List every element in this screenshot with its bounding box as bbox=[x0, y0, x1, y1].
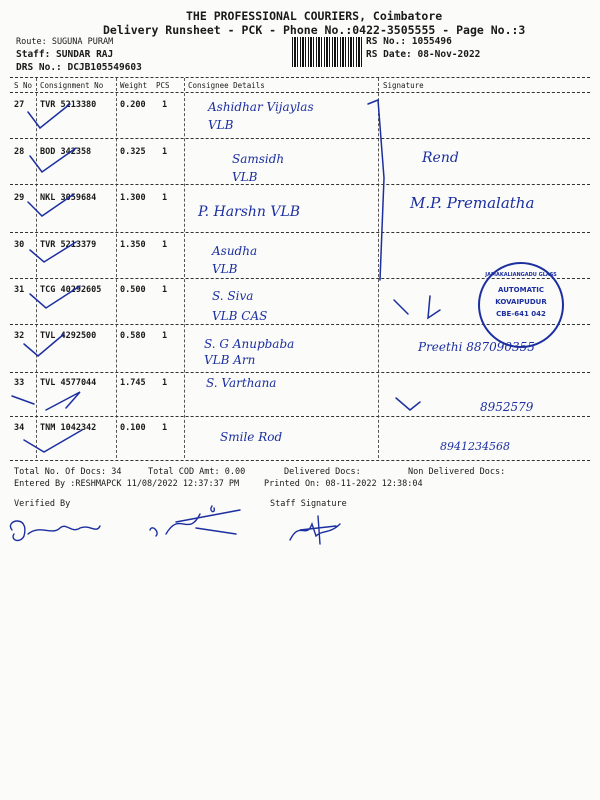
header-pcs: PCS bbox=[156, 81, 170, 90]
entered-by: Entered By :RESHMAPCK 11/08/2022 12:37:37 PM bbox=[14, 479, 240, 489]
cell-consignee: Ashidhar Vijaylas VLB bbox=[208, 100, 314, 132]
cell-consignment: TVR 5213380 bbox=[40, 100, 97, 110]
runsheet-subtitle: Delivery Runsheet - PCK - Phone No.:0422-3505555 - Page No.:3 bbox=[103, 23, 526, 37]
cell-signature: 8941234568 bbox=[440, 440, 510, 453]
cell-consignee: Asudha VLB bbox=[212, 244, 258, 276]
cell-weight: 0.500 bbox=[120, 285, 146, 295]
header-consignment: Consignment No bbox=[40, 81, 104, 90]
cell-sno: 29 bbox=[14, 193, 25, 203]
cell-weight: 0.100 bbox=[120, 423, 146, 433]
stamp-line: KOVAIPUDUR bbox=[495, 298, 547, 306]
rs-number: RS No.: 1055496 bbox=[366, 36, 452, 47]
cell-sno: 31 bbox=[14, 285, 25, 295]
delivery-stamp bbox=[478, 262, 564, 348]
header-consignee: Consignee Details bbox=[188, 81, 265, 90]
cell-consignment: BOD 342358 bbox=[40, 147, 92, 157]
rs-date: RS Date: 08-Nov-2022 bbox=[366, 49, 481, 60]
stamp-line: CBE-641 042 bbox=[496, 310, 546, 318]
cell-consignment: TNM 1042342 bbox=[40, 423, 97, 433]
printed-on: Printed On: 08-11-2022 12:38:04 bbox=[264, 479, 423, 489]
footer-signatures bbox=[0, 500, 600, 580]
staff-text: Staff: SUNDAR RAJ bbox=[16, 49, 114, 60]
cell-sno: 27 bbox=[14, 100, 25, 110]
cell-consignee: S. G Anupbaba VLB Arn bbox=[204, 337, 295, 367]
verified-by-label: Verified By bbox=[14, 499, 71, 509]
cell-pcs: 1 bbox=[162, 100, 168, 110]
cell-weight: 0.325 bbox=[120, 147, 146, 157]
cell-consignee: S. Siva VLB CAS bbox=[212, 289, 268, 323]
total-docs: Total No. Of Docs: 34 bbox=[14, 467, 122, 477]
drs-number: DRS No.: DCJB105549603 bbox=[16, 62, 142, 73]
stamp-line: JAMAKALIANGADU GLASS bbox=[485, 272, 557, 278]
cell-consignee: S. Varthana bbox=[206, 376, 277, 390]
cell-consignment: TVL 4292500 bbox=[40, 331, 97, 341]
header-sno: S No bbox=[14, 81, 33, 90]
cell-consignment: TVL 4577044 bbox=[40, 378, 97, 388]
cell-consignee: Samsidh VLB bbox=[232, 152, 285, 184]
cell-pcs: 1 bbox=[162, 423, 168, 433]
cell-sno: 32 bbox=[14, 331, 25, 341]
cell-signature: 8952579 bbox=[480, 400, 534, 414]
staff-signature-label: Staff Signature bbox=[270, 499, 347, 509]
cell-pcs: 1 bbox=[162, 378, 168, 388]
delivered-docs: Delivered Docs: bbox=[284, 467, 361, 477]
header-weight: Weight bbox=[120, 81, 148, 90]
cell-weight: 0.200 bbox=[120, 100, 146, 110]
cell-consignment: TCG 40292605 bbox=[40, 285, 102, 295]
cell-pcs: 1 bbox=[162, 331, 168, 341]
cell-pcs: 1 bbox=[162, 240, 168, 250]
cell-weight: 0.580 bbox=[120, 331, 146, 341]
cell-sno: 30 bbox=[14, 240, 25, 250]
cell-consignment: TVR 5213379 bbox=[40, 240, 97, 250]
cell-consignee: Smile Rod bbox=[220, 430, 283, 444]
cell-pcs: 1 bbox=[162, 147, 168, 157]
route-text: Route: SUGUNA PURAM bbox=[16, 37, 114, 47]
stamp-line: AUTOMATIC bbox=[498, 286, 544, 294]
cell-pcs: 1 bbox=[162, 285, 168, 295]
cell-signature: M.P. Premalatha bbox=[410, 194, 535, 212]
cell-signature: Rend bbox=[422, 150, 459, 166]
cell-sno: 33 bbox=[14, 378, 25, 388]
cell-pcs: 1 bbox=[162, 193, 168, 203]
cell-signature: Preethi 887090355 bbox=[418, 340, 535, 354]
cell-consignee: P. Harshn VLB bbox=[198, 204, 301, 220]
cell-consignment: NKL 3059684 bbox=[40, 193, 97, 203]
header-signature: Signature bbox=[383, 81, 424, 90]
total-cod: Total COD Amt: 0.00 bbox=[148, 467, 246, 477]
cell-sno: 34 bbox=[14, 423, 25, 433]
cell-sno: 28 bbox=[14, 147, 25, 157]
cell-weight: 1.350 bbox=[120, 240, 146, 250]
cell-weight: 1.745 bbox=[120, 378, 146, 388]
non-delivered-docs: Non Delivered Docs: bbox=[408, 467, 506, 477]
cell-weight: 1.300 bbox=[120, 193, 146, 203]
company-title: THE PROFESSIONAL COURIERS, Coimbatore bbox=[186, 9, 443, 23]
